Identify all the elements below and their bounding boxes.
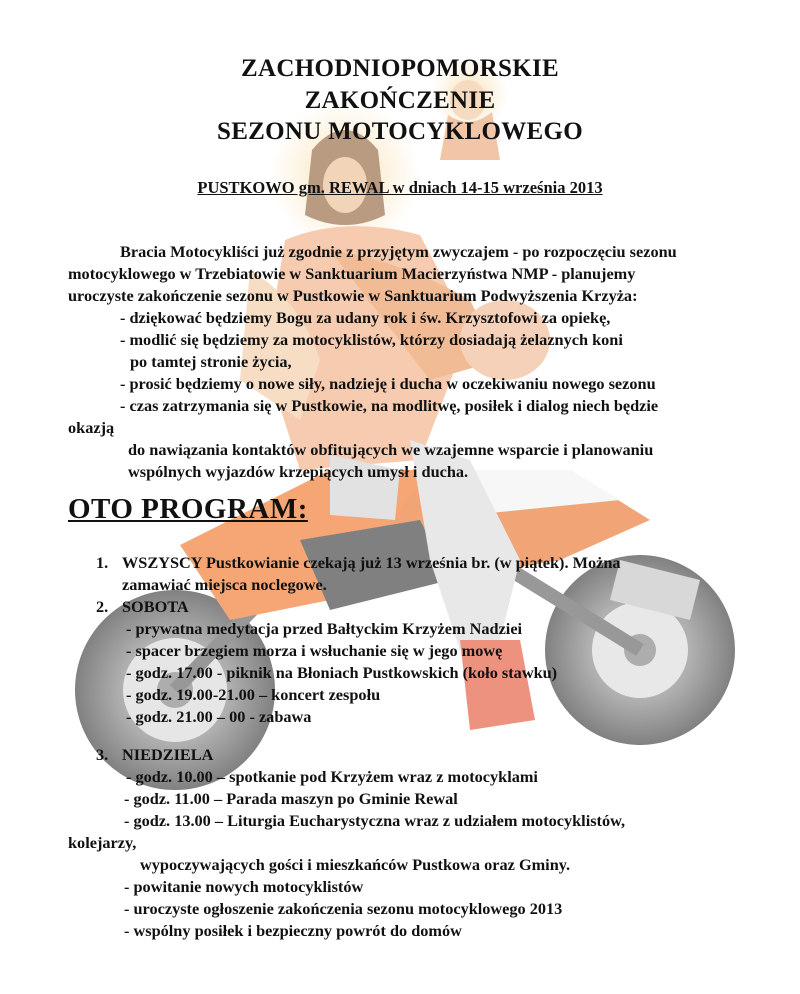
- page-title-line-3: SEZONU MOTOCYKLOWEGO: [216, 118, 583, 145]
- program-item-number: 2.: [96, 597, 109, 616]
- program-item-number: 1.: [96, 553, 109, 572]
- program-day-heading: NIEDZIELA: [122, 745, 214, 764]
- page-title-line-1: ZACHODNIOPOMORSKIE: [241, 55, 559, 82]
- program-schedule-item: kolejarzy,: [68, 833, 137, 852]
- intro-paragraph-line: uroczyste zakończenie sezonu w Pustkowie w Sanktuarium Podwyższenia Krzyża:: [68, 286, 638, 305]
- intro-list-item: - prosić będziemy o nowe siły, nadzieję i ducha w oczekiwaniu nowego sezonu: [120, 374, 656, 393]
- program-schedule-item: wypoczywających gości i mieszkańców Pustkowa oraz Gminy.: [140, 855, 571, 874]
- program-day-heading: SOBOTA: [122, 597, 189, 616]
- program-schedule-item: - wspólny posiłek i bezpieczny powrót do domów: [124, 921, 462, 940]
- program-schedule-item: - godz. 21.00 – 00 - zabawa: [126, 707, 312, 726]
- program-heading: OTO PROGRAM:: [68, 493, 308, 525]
- intro-list-item: po tamtej stronie życia,: [130, 352, 292, 371]
- program-schedule-item: - spacer brzegiem morza i wsłuchanie się w jego mowę: [126, 641, 503, 660]
- program-schedule-item: - godz. 19.00-21.00 – koncert zespołu: [126, 685, 381, 704]
- program-item-text: zamawiać miejsca noclegowe.: [122, 575, 327, 594]
- program-schedule-item: - godz. 13.00 – Liturgia Eucharystyczna wraz z udziałem motocyklistów,: [124, 811, 626, 830]
- intro-list-item: - modlić się będziemy za motocyklistów, którzy dosiadają żelaznych koni: [120, 330, 623, 349]
- program-schedule-item: - uroczyste ogłoszenie zakończenia sezonu motocyklowego 2013: [124, 899, 563, 918]
- program-schedule-item: - godz. 10.00 – spotkanie pod Krzyżem wraz z motocyklami: [126, 767, 538, 786]
- program-schedule-item: - godz. 17.00 - piknik na Błoniach Pustkowskich (koło stawku): [126, 663, 558, 682]
- program-item-text: WSZYSCY Pustkowianie czekają już 13 września br. (w piątek). Można: [122, 553, 621, 572]
- intro-list-item: do nawiązania kontaktów obfitujących we wzajemne wsparcie i planowaniu: [128, 440, 654, 459]
- intro-list-item: - czas zatrzymania się w Pustkowie, na modlitwę, posiłek i dialog niech będzie: [120, 396, 659, 415]
- intro-paragraph-line: motocyklowego w Trzebiatowie w Sanktuarium Macierzyństwa NMP - planujemy: [68, 264, 636, 283]
- program-item-number: 3.: [96, 745, 109, 764]
- intro-list-item: wspólnych wyjazdów krzepiących umysł i ducha.: [128, 462, 469, 481]
- intro-list-item: - dziękować będziemy Bogu za udany rok i św. Krzysztofowi za opiekę,: [120, 308, 611, 327]
- program-schedule-item: - prywatna medytacja przed Bałtyckim Krzyżem Nadziei: [126, 619, 523, 638]
- program-schedule-item: - godz. 11.00 – Parada maszyn po Gminie Rewal: [124, 789, 458, 808]
- page-title-line-2: ZAKOŃCZENIE: [304, 87, 496, 114]
- intro-list-item: okazją: [68, 418, 115, 437]
- program-schedule-item: - powitanie nowych motocyklistów: [124, 877, 364, 896]
- event-location-date: PUSTKOWO gm. REWAL w dniach 14-15 września 2013: [197, 178, 603, 197]
- intro-paragraph-line: Bracia Motocykliści już zgodnie z przyjętym zwyczajem - po rozpoczęciu sezonu: [120, 242, 677, 261]
